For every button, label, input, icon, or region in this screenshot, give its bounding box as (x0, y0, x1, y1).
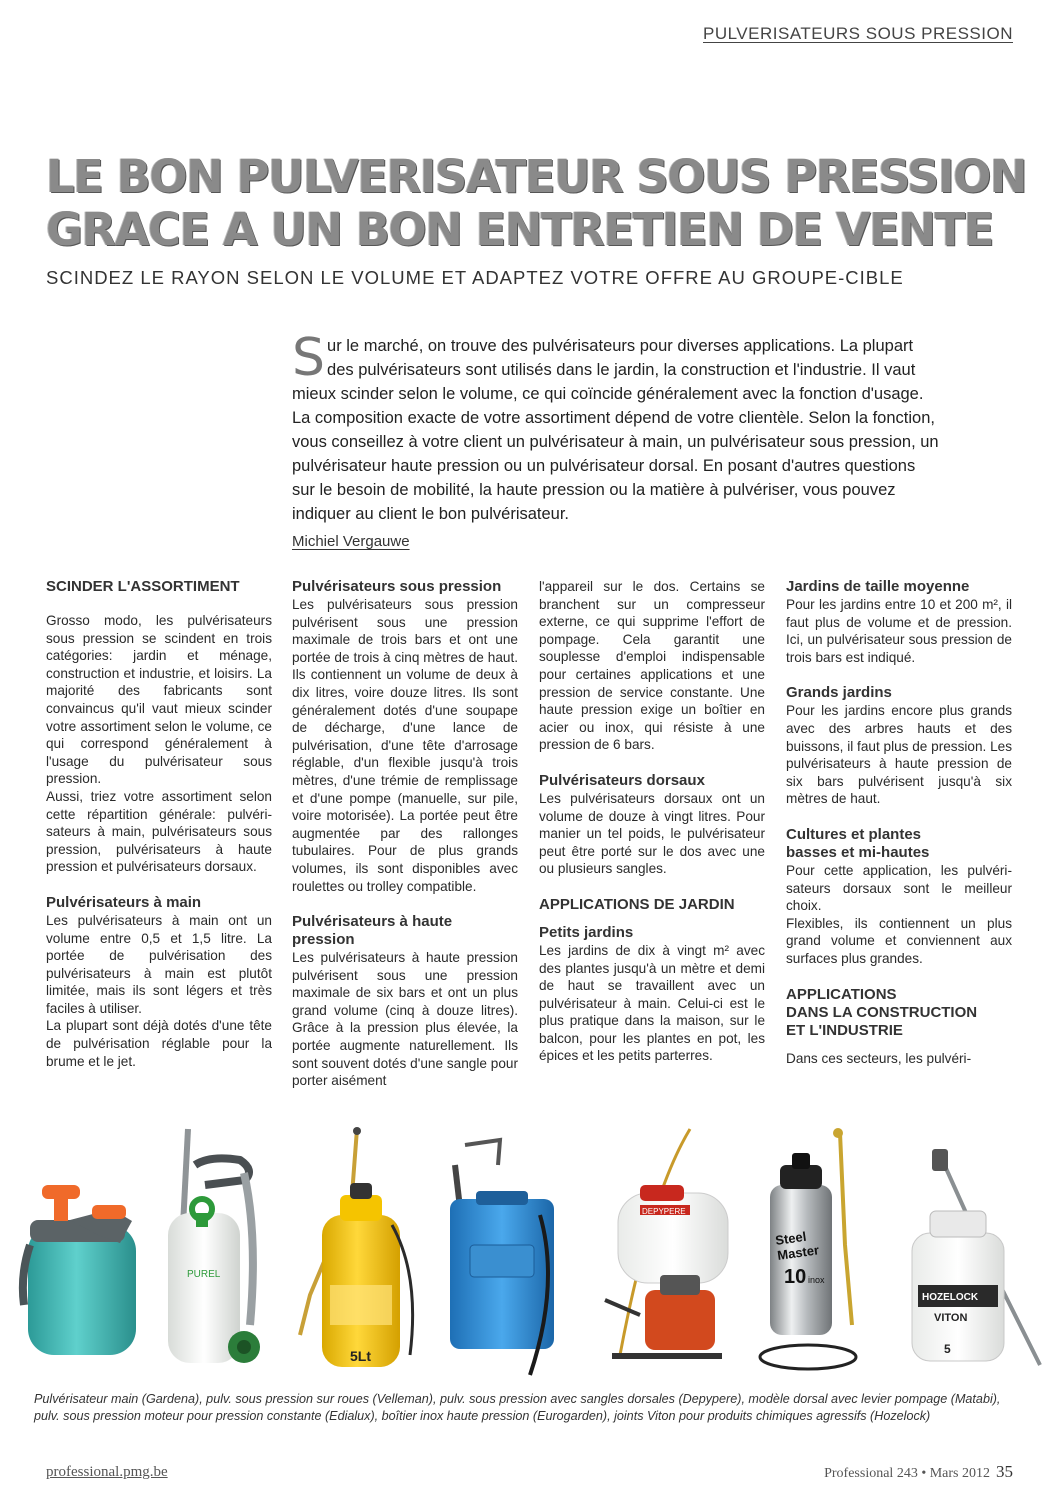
paragraph: Les pulvérisateurs à main ont un volume entre 0,5 et 1,5 litre. La portée de pulvérisation des pulvérisateurs à main est plutôt limitée, mais ils sont légers et très faciles à utiliser. (46, 912, 272, 1016)
section-heading: SCINDER L'ASSORTIMENT (46, 578, 240, 595)
section-tag: PULVERISATEURS SOUS PRESSION (703, 24, 1013, 43)
paragraph: Aussi, triez votre assortiment selon cette répartition générale: pulvérisateurs à main, pulvérisateurs sous pression, pulvérisateurs à haute pression et pulvérisateurs dorsaux. (46, 788, 272, 875)
paragraph: La plupart sont déjà dotés d'une tête de pulvérisation réglable pour la brume et le jet. (46, 1018, 272, 1069)
five-litre-label: 5Lt (350, 1348, 371, 1364)
subheading: Jardins de taille moyenne (786, 578, 970, 595)
headline-line-1: LE BON PULVERISATEUR SOUS PRESSION (46, 150, 1027, 203)
lead-text: ur le marché, on trouve des pulvérisateurs pour diverses applications. La plupart des pulvérisateurs sont utilisés dans le jardin, la construction et l'industrie. Il vaut mieux scinder selon le volume, ce qui coïncide généralement avec la fonction d'usage. La composition exacte de votre assortiment dépend de votre clientèle. Selon la fonction, vous conseillez à votre client un pulvérisateur à main, un pulvérisateur sous pression, un pulvérisateur haute pression ou un pulvérisateur dorsal. En posant d'autres questions sur le besoin de mobilité, la haute pression ou la matière à pulvériser, vous pouvez indiquer au client le bon pulvérisateur. (292, 337, 939, 523)
issue-info: Professional 243 • Mars 2012 (824, 1466, 990, 1481)
hozelock-label: HOZELOCK (922, 1292, 979, 1303)
page-number: 35 (996, 1462, 1013, 1481)
headline (46, 150, 1026, 256)
product-photo-strip (0, 1125, 1059, 1383)
paragraph: Les jardins de dix à vingt m² avec des plantes jusqu'à un mètre et demi de haut se travaillent avec un pulvérisateur à main. Celui-ci est le plus pratique dans la maison, sur le balcon, pour les plantes en pot, les épices et les petits parterres. (539, 942, 765, 1064)
spacer (786, 976, 1012, 986)
subheadline: SCINDEZ LE RAYON SELON LE VOLUME ET ADAPTEZ VOTRE OFFRE AU GROUPE-CIBLE (46, 267, 904, 288)
subheading: Pulvérisateurs à main (46, 893, 202, 911)
page-footer (824, 1462, 1013, 1482)
spacer (539, 762, 765, 772)
spacer (786, 674, 1012, 684)
photo-caption: Pulvérisateur main (Gardena), pulv. sous pression sur roues (Velleman), pulv. sous pression avec sangles dorsales (Depypere), modèle dorsal avec levier pompage (Matabi), pulv. sous pression moteur pour pression constante (Edialux), boîtier inox haute pression (Eurogarden), joints Viton pour produits chimiques agressifs (Hozelock) (34, 1392, 1001, 1423)
paragraph: Pour les jardins encore plus grands avec des arbres hauts et des buissons, il faut plus de pression. Les pulvérisateurs à haute pression de six bars pulvérisent jusqu'à six mètres de haut. (786, 703, 1012, 807)
paragraph: Grosso modo, les pulvérisateurs sous pression se scindent en trois catégories: jardin et ménage, construction et industrie, et loisirs. La majorité des fabricants sont convaincus qu'il vaut mieux scinder votre assortiment selon le volume, ce qui correspond généralement à l'usage du pulvérisateur sous pression. (46, 613, 272, 787)
subheading-line: Cultures et plantes (786, 825, 922, 843)
website-link[interactable]: professional.pmg.be (46, 1464, 168, 1480)
subheading: Pulvérisateurs à haute pression (292, 913, 453, 949)
spacer (539, 914, 765, 924)
lead-paragraph (292, 328, 942, 526)
product-photo (0, 1125, 1059, 1383)
five-litre-size-label: 5 (944, 1342, 951, 1356)
paragraph: Les pulvérisateurs sous pression pulvérisent sous une pression maximale de trois bars et ont une portée de trois à cinq mètres de haut. Ils contiennent un volume de deux à dix litres, voire douze litres. Ils sont généralement dotés d'une soupape de décharge, d'une lance de pulvérisation, d'une tête d'arrosage réglable, d'un flexible jusqu'à trois mètres, d'une trémie de remplissage et d'une pompe (manuelle, sur pile, voire motorisée). La portée peut être augmentée par des rallonges tubulaires. Pour de plus grands volumes, ils sont disponibles avec roulettes ou trolley compatible. (292, 597, 518, 894)
depypere-label: DEPYPERE (642, 1207, 686, 1216)
paragraph: Dans ces secteurs, les pulvéri- (786, 1050, 972, 1066)
subheading-line: basses et mi-hautes (786, 843, 930, 861)
spacer (786, 1040, 1012, 1050)
section-heading-line: ET L'INDUSTRIE (786, 1021, 903, 1039)
paragraph: Pour les jardins entre 10 et 200 m², il faut plus de volume et de pression. Ici, un pulvérisateur sous pression de trois bars est indiqué. (786, 597, 1012, 665)
paragraph: Les pulvérisateurs à haute pression pulvérisent sous une pression maximale de six bars et ont un plus grand volume (cinq à douze litres). Grâce à la pression plus élevée, la portée augmente naturellement. Ils sont souvent dotés d'une sangle pour porter aisément (292, 950, 518, 1089)
purel-label: PUREL (187, 1269, 221, 1280)
paragraph: l'appareil sur le dos. Certains se branchent sur un compresseur externe, ce qui supprime l'effort de pompage. Cela garantit une souplesse d'emploi indispensable pour certaines applications et une pression de service constante. Une haute pression exige un boîtier en acier ou inox, qui résiste à une pression de 6 bars. (539, 579, 765, 753)
spacer (539, 886, 765, 896)
section-heading: APPLICATIONS DE JARDIN (539, 895, 735, 913)
steel-label: Steel (774, 1228, 808, 1248)
master-label: Master (776, 1242, 820, 1263)
spacer (46, 596, 272, 612)
article-column-4 (786, 578, 1012, 1108)
article-column-3 (539, 578, 765, 1108)
spacer (292, 903, 518, 913)
spacer (786, 816, 1012, 826)
viton-label: VITON (934, 1312, 968, 1324)
subheading: Pulvérisateurs dorsaux (539, 771, 705, 789)
drop-cap: S (292, 328, 326, 388)
paragraph: Les pulvérisateurs dorsaux ont un volume de douze à vingt litres. Pour manier un tel poids, le pulvérisateur peut être porté sur le dos avec une ou plusieurs sangles. (539, 790, 765, 877)
model-10-label: 10 (784, 1266, 807, 1288)
section-heading-line: APPLICATIONS (786, 985, 897, 1003)
subheading: Grands jardins (786, 684, 892, 702)
inox-label: inox (808, 1275, 825, 1285)
section-heading-line: DANS LA CONSTRUCTION (786, 1003, 978, 1021)
paragraph: Flexibles, ils contiennent un plus grand volume et conviennent aux surfaces plus grandes. (786, 915, 1012, 966)
article-column-1 (46, 578, 272, 1108)
subheading: Petits jardins (539, 923, 634, 941)
subheading: Pulvérisateurs sous pression (292, 578, 502, 595)
article-column-2 (292, 578, 518, 1108)
headline-line-2: GRACE A UN BON ENTRETIEN DE VENTE (46, 203, 994, 256)
author-byline: Michiel Vergauwe (292, 533, 410, 550)
spacer (46, 884, 272, 894)
paragraph: Pour cette application, les pulvérisateurs dorsaux sont le meilleur choix. (786, 862, 1012, 914)
